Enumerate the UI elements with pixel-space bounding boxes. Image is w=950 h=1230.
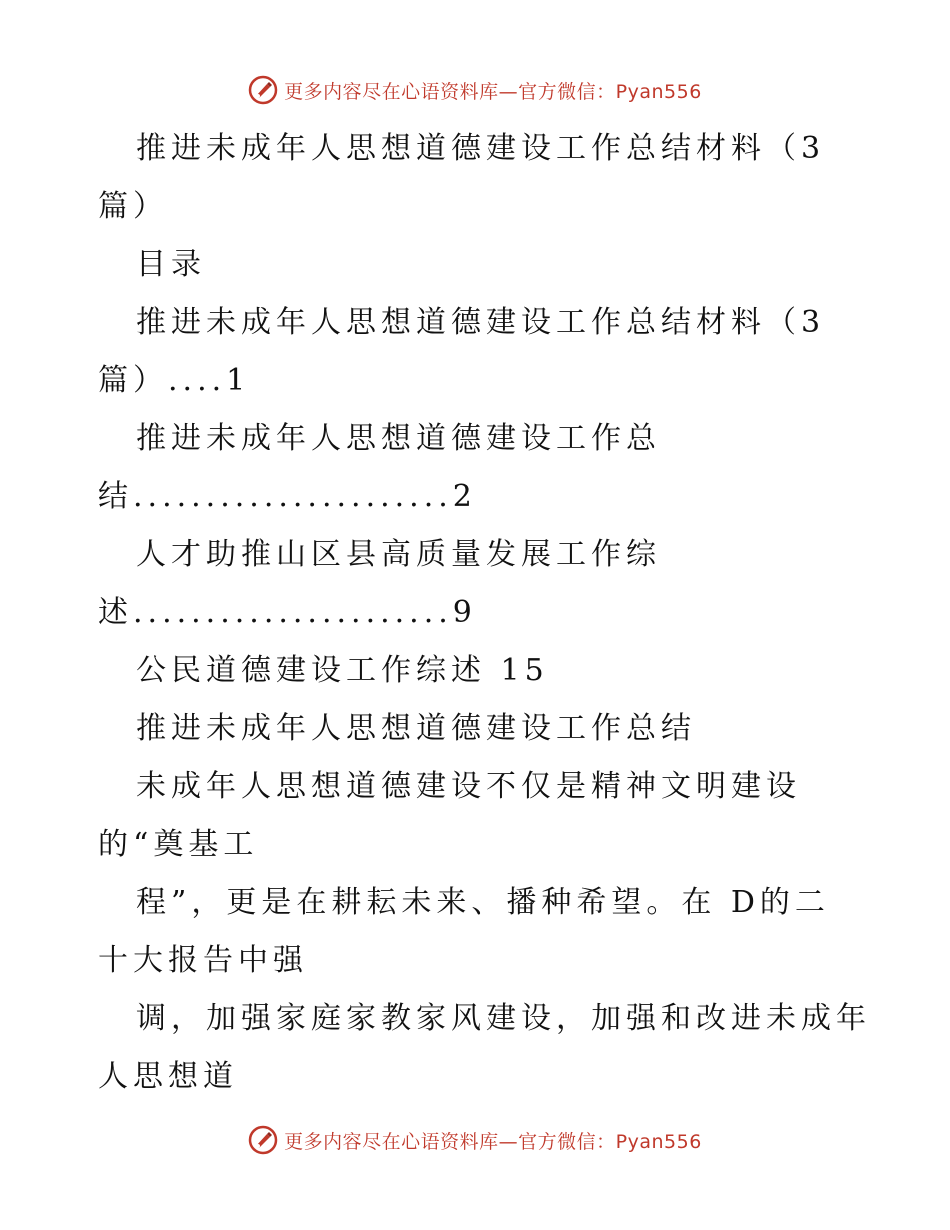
paragraph-line: 人思想道 [98, 1059, 238, 1094]
paragraph-line: 调，加强家庭家教家风建设，加强和改进未成年 [136, 1001, 871, 1036]
toc-entry: 推进未成年人思想道德建设工作总 [136, 421, 661, 456]
toc-heading: 目录 [136, 247, 206, 282]
header-banner [0, 72, 950, 108]
toc-entry: 公民道德建设工作综述 15 [136, 653, 549, 688]
document-body [98, 120, 871, 1106]
pen-seal-logo-icon [248, 1125, 278, 1155]
pen-seal-logo-icon [248, 75, 278, 105]
toc-entry: 人才助推山区县高质量发展工作综 [136, 537, 661, 572]
section-title: 推进未成年人思想道德建设工作总结 [136, 711, 696, 746]
paragraph-line: 十大报告中强 [98, 943, 308, 978]
toc-entry: 篇）....1 [98, 363, 251, 398]
header-banner-text: 更多内容尽在心语资料库—官方微信：Pyan556 [284, 80, 702, 103]
paragraph-line: 未成年人思想道德建设不仅是精神文明建设 [136, 769, 801, 804]
paragraph-line: 的“奠基工 [98, 827, 259, 862]
footer-banner-text: 更多内容尽在心语资料库—官方微信：Pyan556 [284, 1130, 702, 1153]
footer-banner [0, 1122, 950, 1158]
doc-line: 推进未成年人思想道德建设工作总结材料（3 [136, 131, 826, 166]
toc-entry: 结......................2 [98, 479, 477, 514]
doc-line: 篇） [98, 189, 168, 224]
toc-entry: 述......................9 [98, 595, 477, 630]
toc-entry: 推进未成年人思想道德建设工作总结材料（3 [136, 305, 826, 340]
paragraph-line: 程”，更是在耕耘未来、播种希望。在 D的二 [136, 885, 830, 920]
